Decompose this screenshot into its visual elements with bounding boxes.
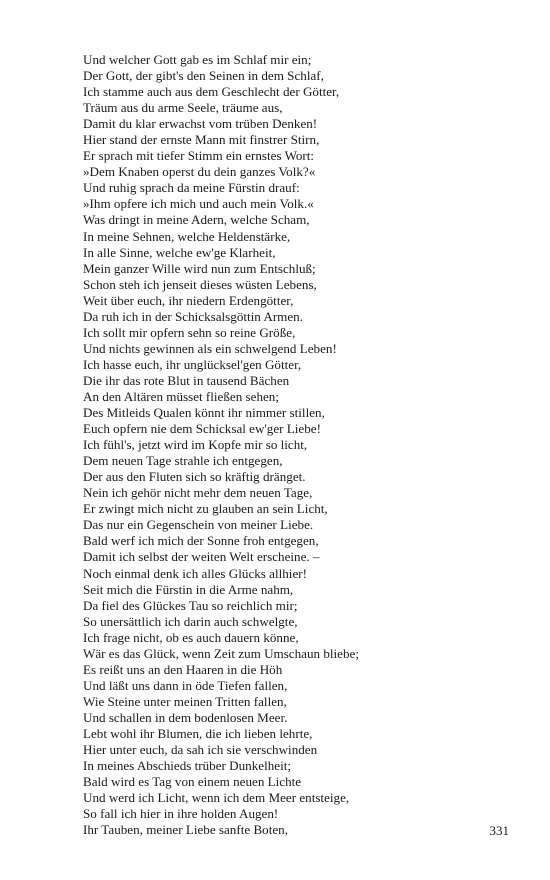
poem-line: Was dringt in meine Adern, welche Scham, — [83, 212, 310, 228]
poem-line: »Dem Knaben operst du dein ganzes Volk?« — [83, 164, 316, 180]
poem-line: An den Altären müsset fließen sehen; — [83, 388, 279, 404]
poem-line: Und nichts gewinnen als ein schwelgend Leben! — [83, 340, 337, 356]
poem-line: Weit über euch, ihr niedern Erdengötter, — [83, 292, 294, 308]
poem-line: Ich sollt mir opfern sehn so reine Größe, — [83, 324, 296, 340]
poem-line: Wie Steine unter meinen Tritten fallen, — [83, 693, 287, 709]
poem-line: Ihr Tauben, meiner Liebe sanfte Boten, — [83, 822, 288, 838]
poem-line: Und welcher Gott gab es im Schlaf mir ein; — [83, 52, 312, 67]
poem-line: Bald werf ich mich der Sonne froh entgegen, — [83, 533, 319, 549]
poem-line: Das nur ein Gegenschein von meiner Liebe. — [83, 517, 314, 533]
poem-line: Es reißt uns an den Haaren in die Höh — [83, 661, 283, 677]
poem-line: Seit mich die Fürstin in die Arme nahm, — [83, 581, 294, 597]
poem-line: Ich hasse euch, ihr unglücksel'gen Götter, — [83, 356, 302, 372]
poem-line: Wär es das Glück, wenn Zeit zum Umschaun bliebe; — [83, 645, 359, 661]
page-number: 331 — [489, 823, 509, 838]
poem-line: Ich stamme auch aus dem Geschlecht der Götter, — [83, 84, 340, 100]
poem-line: Euch opfern nie dem Schicksal ew'ger Liebe! — [83, 421, 321, 437]
poem-line: Mein ganzer Wille wird nun zum Entschluß; — [83, 260, 316, 276]
poem-line: In meine Sehnen, welche Heldenstärke, — [83, 228, 291, 244]
poem-line: Nein ich gehör nicht mehr dem neuen Tage, — [83, 485, 313, 501]
poem-line: Der Gott, der gibt's den Seinen in dem Schlaf, — [83, 68, 324, 84]
poem-line: In meines Abschieds trüber Dunkelheit; — [83, 758, 291, 774]
poem-line: Schon steh ich jenseit dieses wüsten Lebens, — [83, 276, 317, 292]
poem-line: Und läßt uns dann in öde Tiefen fallen, — [83, 677, 288, 693]
poem-line: Hier stand der ernste Mann mit finstrer Stirn, — [83, 132, 320, 148]
poem-line: »Ihm opfere ich mich und auch mein Volk.« — [83, 196, 314, 212]
poem-line: Noch einmal denk ich alles Glücks allhier! — [83, 565, 307, 581]
poem-line: Ich frage nicht, ob es auch dauern könne, — [83, 629, 299, 645]
poem-text — [83, 52, 359, 838]
poem-line: Lebt wohl ihr Blumen, die ich lieben lehrte, — [83, 725, 313, 741]
poem-line: Hier unter euch, da sah ich sie verschwinden — [83, 742, 318, 758]
poem-line: Der aus den Fluten sich so kräftig dränget. — [83, 469, 306, 485]
poem-line: Träum aus du arme Seele, träume aus, — [83, 100, 283, 116]
poem-line: Da fiel des Glückes Tau so reichlich mir; — [83, 597, 298, 613]
poem-line: Er sprach mit tiefer Stimm ein ernstes Wort: — [83, 148, 315, 164]
poem-line: Und schallen in dem bodenlosen Meer. — [83, 709, 288, 725]
poem-line: Dem neuen Tage strahle ich entgegen, — [83, 453, 283, 469]
poem-line: Da ruh ich in der Schicksalsgöttin Armen. — [83, 308, 304, 324]
poem-line: In alle Sinne, welche ew'ge Klarheit, — [83, 244, 276, 260]
poem-line: Damit ich selbst der weiten Welt erscheine. – — [83, 549, 320, 565]
poem-line: So unersättlich ich darin auch schwelgte, — [83, 613, 298, 629]
poem-line: So fall ich hier in ihre holden Augen! — [83, 806, 279, 822]
poem-line: Ich fühl's, jetzt wird im Kopfe mir so licht, — [83, 437, 308, 453]
poem-line: Und ruhig sprach da meine Fürstin drauf: — [83, 180, 300, 196]
poem-line: Er zwingt mich nicht zu glauben an sein Licht, — [83, 501, 328, 517]
poem-line: Und werd ich Licht, wenn ich dem Meer entsteige, — [83, 790, 350, 806]
poem-line: Des Mitleids Qualen könnt ihr nimmer stillen, — [83, 405, 325, 421]
poem-line: Damit du klar erwachst vom trüben Denken! — [83, 116, 318, 132]
poem-line: Bald wird es Tag von einem neuen Lichte — [83, 774, 302, 790]
poem-line: Die ihr das rote Blut in tausend Bächen — [83, 372, 290, 388]
